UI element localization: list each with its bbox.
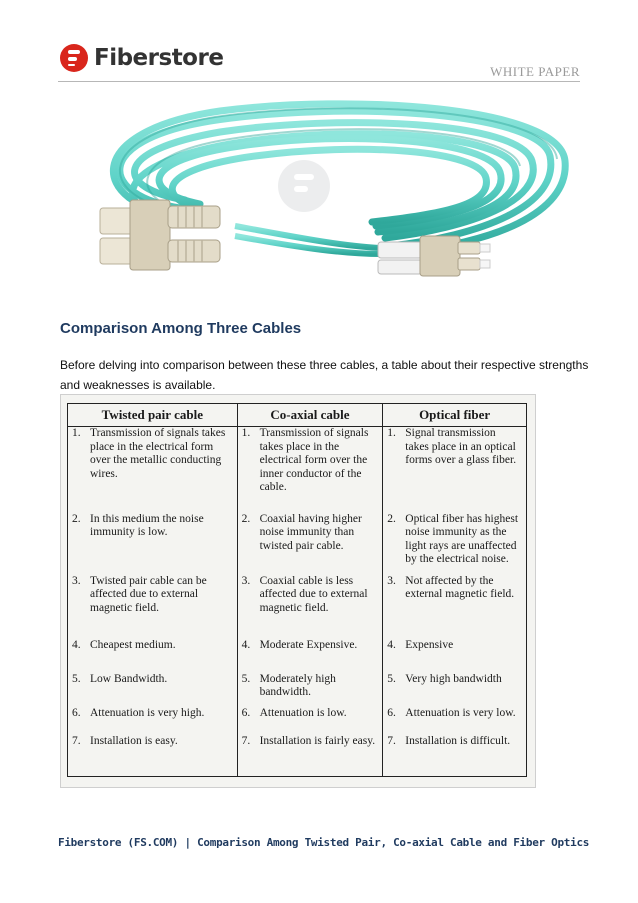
table-header-row — [68, 404, 527, 427]
cell-text: Installation is fairly easy. — [259, 734, 376, 747]
item-number: 7. — [72, 734, 81, 747]
col-header-twisted-pair: Twisted pair cable — [68, 404, 238, 427]
cell-text: Installation is difficult. — [405, 734, 511, 747]
item-number: 1. — [72, 427, 81, 439]
col-header-optical-fiber: Optical fiber — [383, 404, 527, 427]
table-row — [68, 707, 527, 735]
cell-text: Coaxial cable is less affected due to external magnetic field. — [259, 574, 368, 614]
item-number: 4. — [72, 638, 81, 651]
table-cell — [237, 427, 383, 513]
comparison-table-scan — [60, 394, 536, 788]
table-cell — [383, 427, 527, 513]
cell-text: In this medium the noise immunity is low. — [90, 512, 204, 538]
item-number: 3. — [387, 574, 396, 587]
cell-text: Signal transmission takes place in an optical forms over a glass fiber. — [405, 427, 517, 466]
cell-text: Expensive — [405, 638, 454, 651]
item-number: 5. — [72, 672, 81, 685]
item-number: 2. — [387, 512, 396, 525]
cell-text: Very high bandwidth — [405, 672, 502, 685]
fiberstore-logo-icon — [60, 44, 88, 72]
table-cell — [237, 639, 383, 673]
item-number: 7. — [387, 734, 396, 747]
cell-text: Not affected by the external magnetic field. — [405, 574, 515, 600]
item-number: 4. — [387, 638, 396, 651]
item-number: 2. — [241, 512, 251, 525]
logo-text: Fiberstore — [94, 45, 224, 71]
cell-text: Attenuation is very low. — [405, 706, 516, 719]
table-row — [68, 673, 527, 707]
table-cell — [237, 735, 383, 777]
col-header-coaxial: Co-axial cable — [237, 404, 383, 427]
cell-text: Attenuation is very high. — [90, 706, 205, 719]
cell-text: Installation is easy. — [90, 734, 178, 747]
item-number: 3. — [72, 574, 81, 587]
cell-text: Low Bandwidth. — [90, 672, 168, 685]
table-cell — [68, 707, 238, 735]
cell-text: Attenuation is low. — [259, 706, 347, 719]
cell-text: Optical fiber has highest noise immunity as the light rays are unaffected by the electrical noise. — [405, 512, 519, 565]
table-cell — [237, 513, 383, 575]
table-row — [68, 427, 527, 513]
cable-illustration — [60, 96, 578, 298]
header-divider — [58, 81, 580, 82]
table-row — [68, 513, 527, 575]
table-cell — [383, 575, 527, 639]
table-row — [68, 639, 527, 673]
item-number: 5. — [387, 672, 396, 685]
cell-text: Moderate Expensive. — [259, 638, 358, 651]
section-title: Comparison Among Three Cables — [60, 320, 302, 337]
item-number: 4. — [241, 638, 251, 651]
item-number: 6. — [72, 706, 81, 719]
cell-text: Coaxial having higher noise immunity than twisted pair cable. — [259, 512, 362, 552]
table-cell — [237, 575, 383, 639]
item-number: 1. — [241, 427, 251, 439]
table-cell — [383, 673, 527, 707]
fiberstore-logo[interactable] — [60, 44, 223, 72]
table-cell — [68, 673, 238, 707]
cell-text: Twisted pair cable can be affected due to external magnetic field. — [90, 574, 207, 614]
item-number: 7. — [241, 734, 251, 747]
table-cell — [68, 513, 238, 575]
cell-text: Transmission of signals takes place in the electrical form over the inner conductor of the cable. — [259, 427, 369, 493]
cell-text: Transmission of signals takes place in the electrical form over the metallic conducting wires. — [90, 427, 226, 480]
watermark-logo — [278, 160, 330, 212]
table-cell — [68, 575, 238, 639]
table-row — [68, 735, 527, 777]
page-footer: Fiberstore (FS.COM) | Comparison Among Twisted Pair, Co-axial Cable and Fiber Optics — [58, 836, 590, 849]
intro-paragraph: Before delving into comparison between these three cables, a table about their respective strengths and weaknesses is available. — [60, 358, 589, 392]
document-type-label: WHITE PAPER — [490, 64, 580, 79]
table-cell — [237, 673, 383, 707]
item-number: 6. — [387, 706, 396, 719]
item-number: 2. — [72, 512, 81, 525]
fiber-patch-cable-image — [60, 96, 578, 298]
page-header — [0, 0, 638, 90]
table-row — [68, 575, 527, 639]
cell-text: Cheapest medium. — [90, 638, 176, 651]
table-cell — [383, 707, 527, 735]
table-cell — [68, 735, 238, 777]
cell-text: Moderately high bandwidth. — [259, 672, 336, 698]
item-number: 1. — [387, 427, 396, 439]
item-number: 3. — [241, 574, 251, 587]
table-cell — [383, 639, 527, 673]
table-cell — [237, 707, 383, 735]
table-cell — [383, 513, 527, 575]
item-number: 6. — [241, 706, 251, 719]
lc-connector — [378, 236, 490, 276]
comparison-table — [67, 403, 527, 777]
table-cell — [68, 639, 238, 673]
table-cell — [68, 427, 238, 513]
table-cell — [383, 735, 527, 777]
sc-connector — [100, 200, 220, 270]
item-number: 5. — [241, 672, 251, 685]
